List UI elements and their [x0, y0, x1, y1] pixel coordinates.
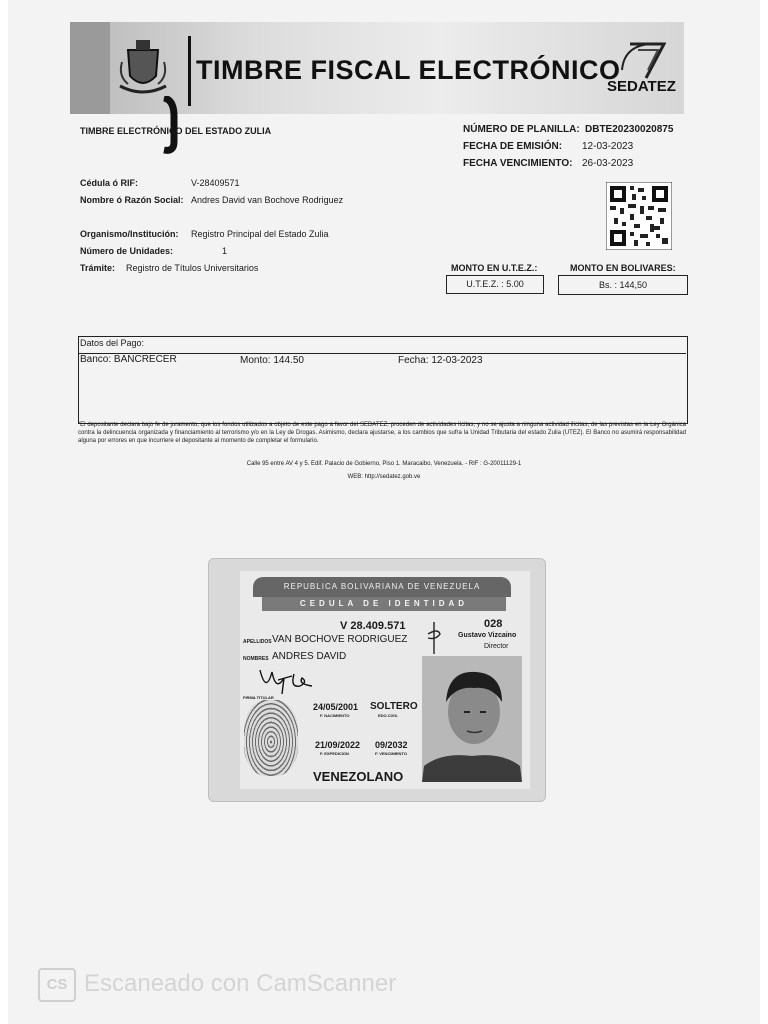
id-code: 028	[484, 618, 503, 630]
nationality: VENEZOLANO	[313, 769, 404, 784]
planilla-label: NÚMERO DE PLANILLA:	[463, 124, 580, 135]
state-label: TIMBRE ELECTRÓNICO DEL ESTADO ZULIA	[80, 126, 272, 136]
id-number: V 28.409.571	[340, 620, 406, 632]
utez-label: MONTO EN U.T.E.Z.:	[451, 263, 538, 273]
name-label: Nombre ó Razón Social:	[80, 195, 184, 205]
director-signature-icon	[424, 620, 444, 656]
emision-label: FECHA DE EMISIÓN:	[463, 141, 563, 152]
org-value: Registro Principal del Estado Zulia	[191, 229, 329, 239]
document-page	[8, 0, 760, 1024]
planilla-value: DBTE20230020875	[585, 124, 674, 135]
vencimiento-value: 26-03-2023	[582, 158, 634, 169]
bolivares-amount-box: Bs. : 144,50	[558, 275, 688, 295]
name-value: Andres David van Bochove Rodriguez	[191, 195, 344, 205]
nombres-label: NOMBRES	[243, 656, 269, 662]
tramite-label: Trámite:	[80, 263, 116, 273]
rif-value: V-28409571	[191, 178, 240, 188]
payment-bank: Banco: BANCRECER	[80, 354, 177, 365]
web-line: WEB: http://sedatez.gob.ve	[347, 474, 421, 480]
payment-date: Fecha: 12-03-2023	[398, 355, 483, 366]
emision-value: 12-03-2023	[582, 141, 634, 152]
zulia-coat-of-arms-icon	[116, 36, 170, 102]
expiry-label: F. VENCIMIENTO	[375, 751, 407, 756]
units-label: Número de Unidades:	[80, 246, 174, 256]
camscanner-watermark: Escaneado con CamScanner	[84, 970, 397, 997]
expiry-date: 09/2032	[375, 740, 408, 750]
nombres-value: ANDRES DAVID	[272, 651, 347, 662]
units-value: 1	[222, 246, 228, 256]
org-label: Organismo/Institución:	[80, 229, 179, 239]
sedatez-logo-icon	[620, 40, 666, 80]
holder-photo	[422, 656, 522, 782]
vencimiento-label: FECHA VENCIMIENTO:	[463, 158, 573, 169]
legal-disclaimer: "El depositante declara bajo fe de juramento, que los fondos utilizados a objeto de este pago a favor del SEDATEZ, proceden de actividades lícitas, y no se ajusta a ninguna actividad ilícitas, de las previstas en la Ley Orgánica contra la delincuencia organizada y financiamiento al terrorismo y/o en la Ley de Drogas. Asimismo, declara ajustarse, a los cambios que sufra la Unidad Tributaria del estado Zulia (UTEZ). El Banco no asumirá responsabilidad alguna por errores en que incurriere el depositante al momento de completar el formulario.	[78, 422, 686, 444]
utez-amount-box: U.T.E.Z. : 5.00	[446, 275, 544, 294]
person-portrait-icon	[422, 656, 522, 782]
civil-label: EDO.CIVIL	[378, 713, 399, 718]
id-card-title-band: CEDULA DE IDENTIDAD	[262, 597, 506, 611]
payment-title: Datos del Pago:	[80, 338, 145, 348]
issue-date: 21/09/2022	[315, 740, 361, 750]
bolivares-label: MONTO EN BOLIVARES:	[570, 263, 676, 273]
rif-label: Cédula ó RIF:	[80, 178, 138, 188]
director-title: Director	[484, 643, 509, 650]
payment-amount: Monto: 144.50	[240, 355, 304, 366]
id-card-country-band: REPUBLICA BOLIVARIANA DE VENEZUELA	[253, 577, 511, 597]
header-wedge	[70, 22, 110, 114]
tramite-value: Registro de Títulos Universitarios	[126, 263, 259, 273]
camscanner-badge: CS	[38, 968, 76, 1002]
fingerprint-image	[244, 700, 298, 776]
birth-date: 24/05/2001	[313, 702, 359, 712]
civil-status: SOLTERO	[370, 701, 418, 712]
document-title: TIMBRE FISCAL ELECTRÓNICO	[196, 55, 621, 85]
header-divider	[188, 36, 191, 106]
issue-label: F. EXPEDICION	[320, 751, 349, 756]
apellidos-value: VAN BOCHOVE RODRIGUEZ	[272, 634, 408, 645]
apellidos-label: APELLIDOS	[243, 639, 272, 645]
payment-box	[78, 336, 688, 424]
qr-code-icon	[606, 182, 672, 250]
birth-label: F. NACIMIENTO	[320, 713, 350, 718]
address-line: Calle 95 entre AV 4 y 5. Edif. Palacio de Gobierno, Piso 1. Maracaibo, Venezuela. - RIF : G-20011129-1	[246, 461, 522, 467]
sedatez-brand: SEDATEZ	[607, 78, 676, 95]
director-name: Gustavo Vizcaino	[458, 632, 517, 639]
firma-label: FIRMA TITULAR	[243, 695, 274, 700]
holder-signature-icon	[256, 664, 316, 698]
